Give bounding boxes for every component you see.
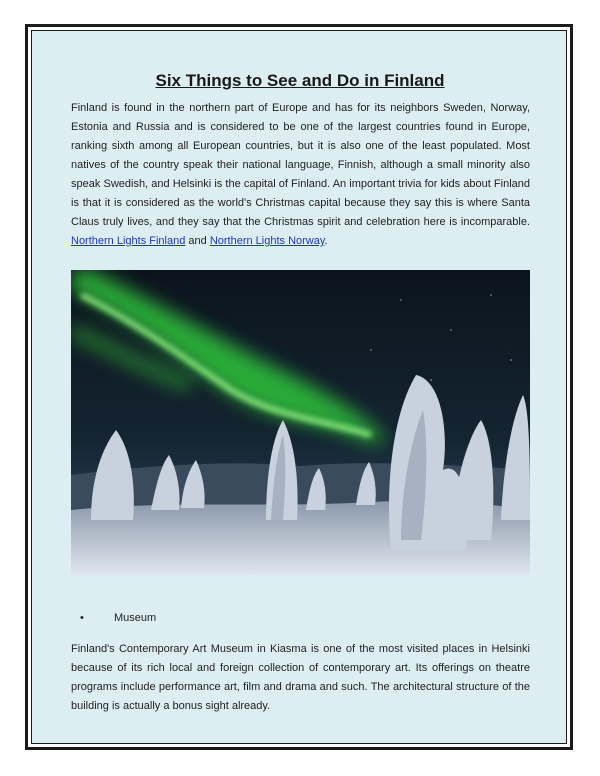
link-end: . (324, 235, 328, 247)
intro-paragraph (71, 99, 530, 251)
link-joiner: and (185, 235, 210, 247)
northern-lights-finland-link[interactable]: Northern Lights Finland (71, 235, 186, 247)
aurora-photo (71, 270, 530, 575)
bullet-dot-icon: • (80, 612, 84, 624)
bullet-list-item (80, 612, 157, 624)
intro-text: Finland is found in the northern part of Europe and has for its neighbors Sweden, Norway, Estonia and Russia and is considered to be one of the largest countries found in Europe, ranking sixth among all European countries, but it is also one of the least populated. Most natives of the country speak their national language, Finnish, although a small minority also speak Swedish, and Helsinki is the capital of Finland. An important trivia for kids about Finland is that it is considered as the world's Christmas capital because they say this is where Santa Claus truly lives, and they say that the Christmas spirit and celebration here is incomparable. (71, 102, 530, 228)
museum-paragraph: Finland's Contemporary Art Museum in Kiasma is one of the most visited places in Helsinki because of its rich local and foreign collection of contemporary art. Its offerings on theatre programs include performance art, film and drama and such. The architectural structure of the building is actually a bonus sight already. (71, 643, 530, 712)
bullet-label: Museum (114, 612, 157, 624)
northern-lights-norway-link[interactable]: Northern Lights Norway (209, 235, 325, 247)
page-title: Six Things to See and Do in Finland (155, 71, 445, 90)
